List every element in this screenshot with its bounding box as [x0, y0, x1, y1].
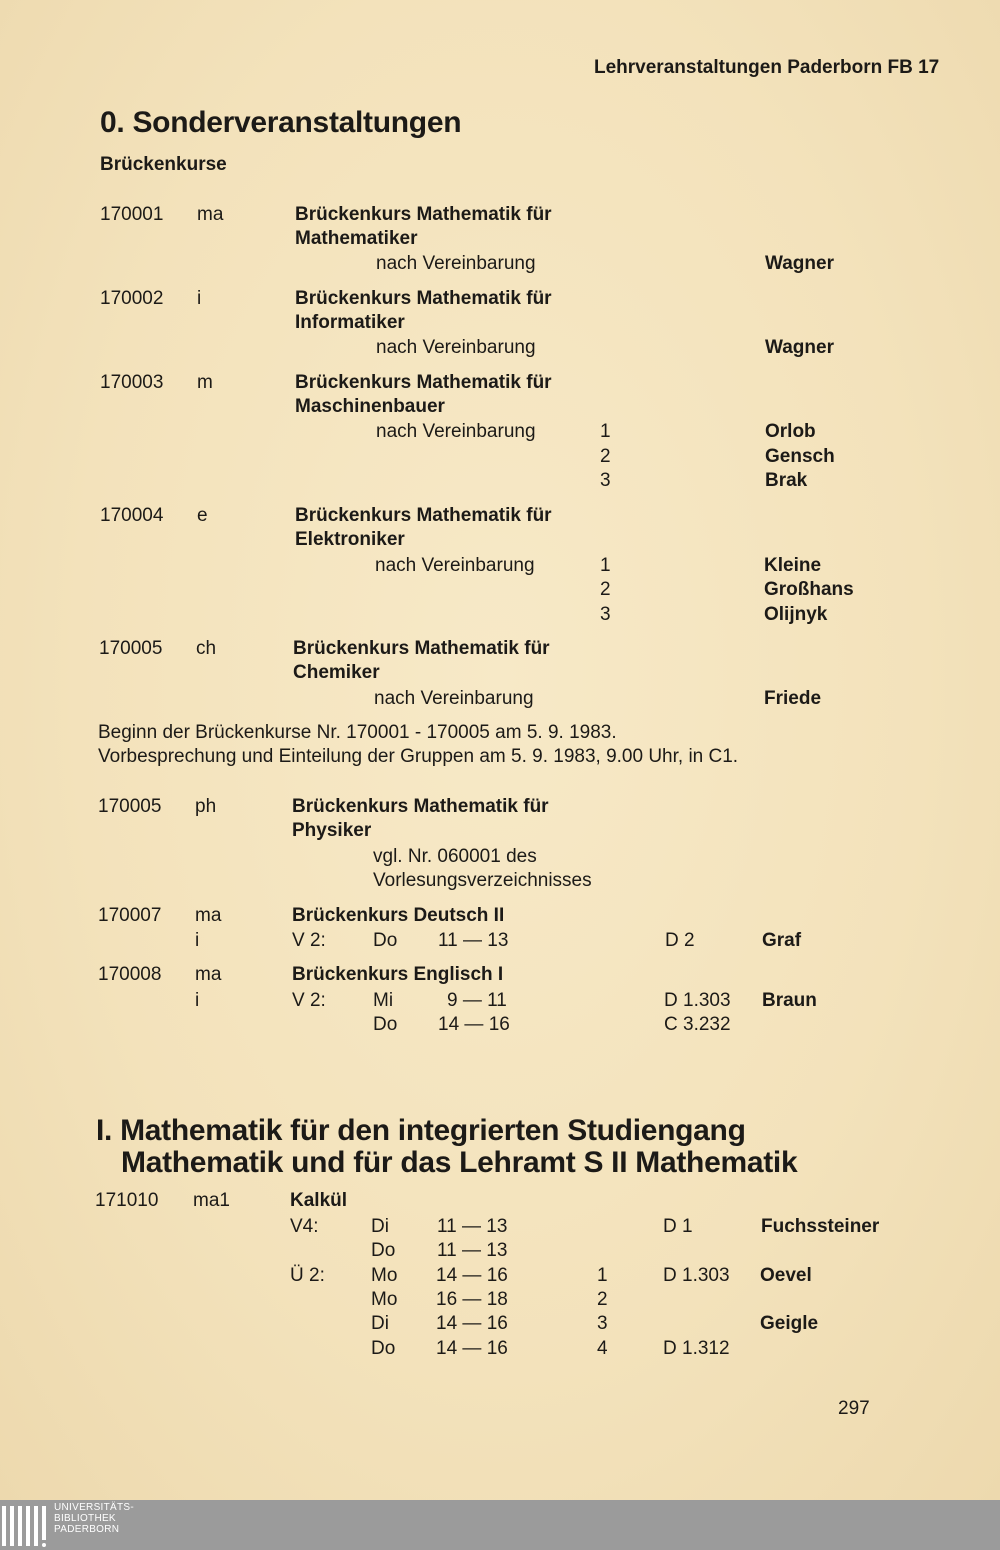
- course-time: 11 — 13: [437, 1240, 508, 1261]
- course-day: Do: [371, 1338, 396, 1359]
- course-lecturer: Fuchssteiner: [761, 1216, 880, 1237]
- course-title-line2: Physiker: [292, 820, 372, 841]
- course-time: nach Vereinbarung: [375, 555, 535, 576]
- group-number: 1: [600, 421, 611, 442]
- course-time: 11 — 13: [438, 930, 509, 951]
- course-time: nach Vereinbarung: [376, 337, 536, 358]
- running-head: Lehrveranstaltungen Paderborn FB 17: [594, 57, 940, 78]
- course-number: 170002: [100, 288, 164, 309]
- course-lecturer: Wagner: [765, 337, 834, 358]
- course-title: Brückenkurs Mathematik für: [292, 796, 549, 817]
- group-number: 1: [597, 1265, 608, 1286]
- course-code: ma: [197, 204, 224, 225]
- library-logo-text: [54, 1502, 134, 1535]
- course-title: Brückenkurs Mathematik für: [295, 204, 552, 225]
- course-lecturer: Oevel: [760, 1265, 812, 1286]
- course-time: 14 — 16: [438, 1014, 510, 1035]
- course-day: Do: [373, 1014, 398, 1035]
- course-day: Mo: [371, 1289, 398, 1310]
- course-code: ma1: [193, 1190, 230, 1211]
- course-room: C 3.232: [664, 1014, 731, 1035]
- course-time: nach Vereinbarung: [376, 421, 536, 442]
- group-number: 3: [600, 470, 611, 491]
- group-number: 1: [600, 555, 611, 576]
- course-room: D 1.312: [663, 1338, 730, 1359]
- course-time: 16 — 18: [436, 1289, 508, 1310]
- section-1-title-line2: Mathematik und für das Lehramt S II Mathematik: [121, 1146, 798, 1179]
- group-number: 2: [600, 579, 611, 600]
- section-1-title: I. Mathematik für den integrierten Studiengang: [96, 1114, 746, 1147]
- course-code: ph: [195, 796, 217, 817]
- note-start-date: Beginn der Brückenkurse Nr. 170001 - 170005 am 5. 9. 1983.: [98, 722, 617, 743]
- course-number: 170005: [99, 638, 163, 659]
- course-title: Brückenkurs Deutsch II: [292, 905, 505, 926]
- course-code: m: [197, 372, 213, 393]
- course-code: i: [195, 930, 200, 951]
- course-title-line2: Maschinenbauer: [295, 396, 445, 417]
- course-number: 170008: [98, 964, 162, 985]
- section-0-subtitle: Brückenkurse: [100, 154, 227, 175]
- course-title: Kalkül: [290, 1190, 348, 1211]
- course-type: Ü 2:: [290, 1265, 325, 1286]
- course-title: Brückenkurs Englisch I: [292, 964, 504, 985]
- group-number: 3: [600, 604, 611, 625]
- course-day: Do: [373, 930, 398, 951]
- group-number: 3: [597, 1313, 608, 1334]
- course-title: Brückenkurs Mathematik für: [293, 638, 550, 659]
- logo-line: BIBLIOTHEK: [54, 1513, 116, 1524]
- course-time: 9 — 11: [447, 990, 507, 1011]
- course-number: 170007: [98, 905, 162, 926]
- course-code: ch: [196, 638, 217, 659]
- course-lecturer: Graf: [762, 930, 802, 951]
- course-day: Do: [371, 1240, 396, 1261]
- course-code: i: [197, 288, 202, 309]
- course-type: V 2:: [292, 930, 326, 951]
- course-lecturer: Geigle: [760, 1313, 819, 1334]
- course-lecturer: Brak: [765, 470, 808, 491]
- group-number: 2: [600, 446, 611, 467]
- course-title: Brückenkurs Mathematik für: [295, 288, 552, 309]
- course-room: D 1.303: [663, 1265, 730, 1286]
- course-time: 11 — 13: [437, 1216, 508, 1237]
- course-type: V 2:: [292, 990, 326, 1011]
- course-lecturer: Braun: [762, 990, 817, 1011]
- course-lecturer: Wagner: [765, 253, 834, 274]
- course-time: 14 — 16: [436, 1313, 508, 1334]
- course-title-line2: Informatiker: [295, 312, 405, 333]
- course-number: 170005: [98, 796, 162, 817]
- course-time: nach Vereinbarung: [374, 688, 534, 709]
- course-title-line2: Chemiker: [293, 662, 380, 683]
- group-number: 4: [597, 1338, 608, 1359]
- course-title: Brückenkurs Mathematik für: [295, 505, 552, 526]
- course-code: i: [195, 990, 200, 1011]
- course-number: 171010: [95, 1190, 159, 1211]
- course-lecturer: Großhans: [764, 579, 854, 600]
- course-lecturer: Kleine: [764, 555, 822, 576]
- library-logo-icon: [2, 1506, 48, 1546]
- course-time: 14 — 16: [436, 1338, 508, 1359]
- note-preliminary-meeting: Vorbesprechung und Einteilung der Gruppen am 5. 9. 1983, 9.00 Uhr, in C1.: [98, 746, 739, 767]
- logo-line: UNIVERSITÄTS-: [54, 1502, 135, 1513]
- course-room: D 2: [665, 930, 695, 951]
- group-number: 2: [597, 1289, 608, 1310]
- course-time: 14 — 16: [436, 1265, 508, 1286]
- course-room: D 1: [663, 1216, 693, 1237]
- course-lecturer: Gensch: [765, 446, 835, 467]
- course-day: Di: [371, 1313, 389, 1334]
- course-reference-line2: Vorlesungsverzeichnisses: [373, 870, 592, 891]
- course-title-line2: Mathematiker: [295, 228, 418, 249]
- course-lecturer: Orlob: [765, 421, 816, 442]
- course-code: e: [197, 505, 208, 526]
- logo-line: PADERBORN: [54, 1524, 120, 1535]
- course-room: D 1.303: [664, 990, 731, 1011]
- course-title-line2: Elektroniker: [295, 529, 405, 550]
- library-footer: [0, 1500, 1000, 1550]
- page-number: 297: [838, 1398, 870, 1419]
- course-type: V4:: [290, 1216, 319, 1237]
- course-code: ma: [195, 964, 222, 985]
- course-code: ma: [195, 905, 222, 926]
- course-number: 170003: [100, 372, 164, 393]
- course-lecturer: Friede: [764, 688, 822, 709]
- course-lecturer: Olijnyk: [764, 604, 828, 625]
- course-number: 170004: [100, 505, 164, 526]
- course-day: Mo: [371, 1265, 398, 1286]
- course-time: nach Vereinbarung: [376, 253, 536, 274]
- course-day: Di: [371, 1216, 389, 1237]
- course-number: 170001: [100, 204, 164, 225]
- section-0-title: 0. Sonderveranstaltungen: [100, 106, 462, 139]
- course-reference: vgl. Nr. 060001 des: [373, 846, 537, 867]
- course-title: Brückenkurs Mathematik für: [295, 372, 552, 393]
- course-day: Mi: [373, 990, 394, 1011]
